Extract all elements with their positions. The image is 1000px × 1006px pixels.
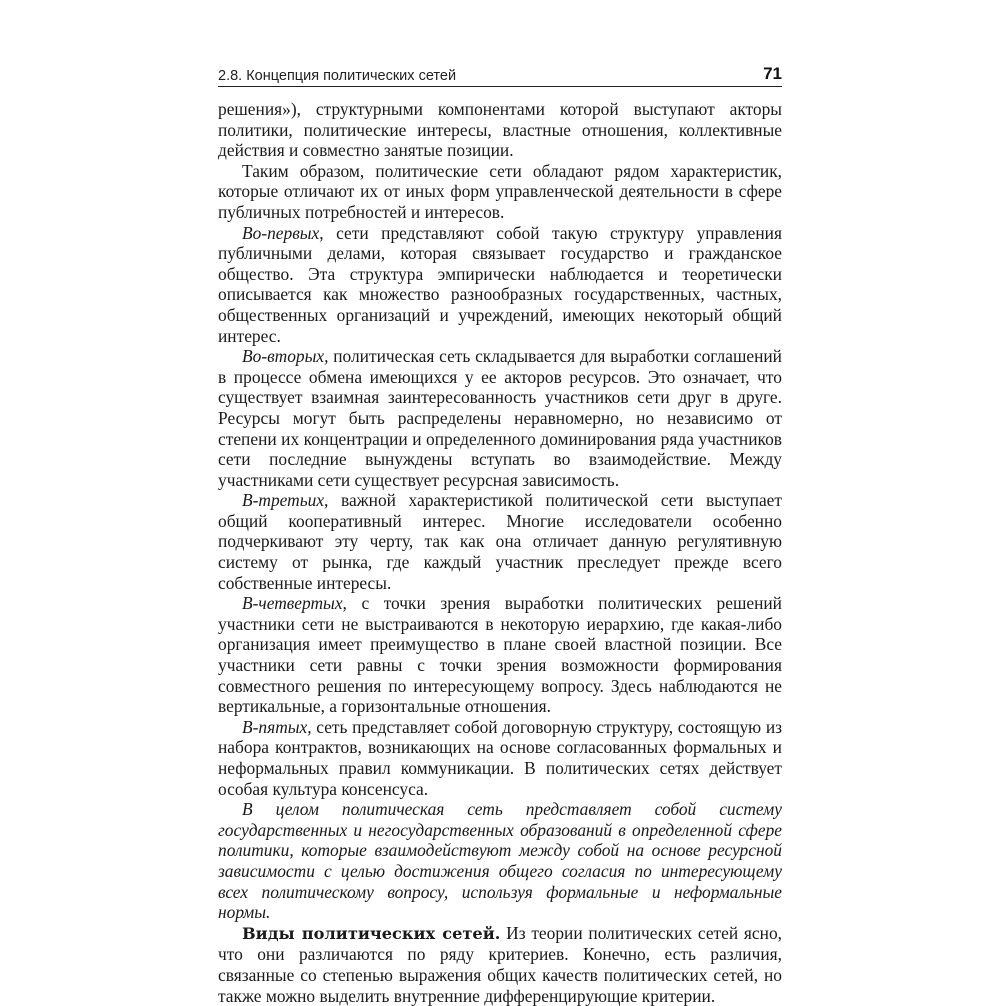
paragraph-definition xyxy=(218,799,782,923)
paragraph-lead: Виды политических сетей. xyxy=(242,923,501,943)
paragraph-network-types xyxy=(218,923,782,1006)
paragraph-summary xyxy=(218,161,782,223)
paragraph-lead: В-третьих, xyxy=(242,490,329,511)
running-header xyxy=(218,58,782,87)
page-body xyxy=(218,99,782,1006)
paragraph-text: Таким образом, политические сети обладают рядом характеристик, которые отличают их от иных форм управленческой деятельности в сфере публичных потребностей и интересов. xyxy=(218,160,782,222)
paragraph-text: решения»), структурными компонентами которой выступают акторы политики, политические интересы, властные отношения, коллективные действия и совместно занятые позиции. xyxy=(218,99,782,161)
paragraph-text: политическая сеть складывается для выработки соглашений в процессе обмена имеющихся у ее акторов ресурсов. Это означает, что существует взаимная заинтересованность участников сети друг в друге. Ресурсы могут быть распределены неравномерно, но независимо от степени их концентрации и определенного доминирования ряда участников сети последние вынуждены вступать во взаимодействие. Между участниками сети существует ресурсная зависимость. xyxy=(218,346,782,490)
paragraph-continued xyxy=(218,99,782,161)
paragraph-third xyxy=(218,490,782,593)
paragraph-text: сеть представляет собой договорную структуру, состоящую из набора контрактов, возникающих на основе согласованных формальных и неформальных правил коммуникации. В политических сетях действует особая культура консенсуса. xyxy=(218,716,782,799)
page-number: 71 xyxy=(763,64,782,83)
section-title: 2.8. Концепция политических сетей xyxy=(218,68,457,84)
book-page xyxy=(218,58,782,1006)
paragraph-lead: В-четвертых, xyxy=(242,593,347,614)
paragraph-fifth xyxy=(218,717,782,799)
paragraph-lead: Во-вторых, xyxy=(242,346,329,367)
paragraph-fourth xyxy=(218,593,782,717)
paragraph-text: важной характеристикой политической сети выступает общий кооперативный интерес. Многие исследователи особенно подчеркивают эту черту, так как она отличает данную регулятивную систему от рынка, где каждый участник преследует прежде всего собственные интересы. xyxy=(218,490,782,593)
paragraph-text: Из теории политических сетей ясно, что они различаются по ряду критериев. Конечно, есть различия, связанные со степенью выражения общих качеств политических сетей, но также можно выделить внутренние дифференцирующие критерии. xyxy=(218,922,782,1006)
paragraph-text: В целом политическая сеть представляет собой систему государственных и негосударственных образований в определенной сфере политики, которые взаимодействуют между собой на основе ресурсной зависимости с целью достижения общего согласия по интересующему всех политическому вопросу, используя формальные и неформальные нормы. xyxy=(218,799,782,923)
paragraph-second xyxy=(218,346,782,490)
paragraph-text: с точки зрения выработки политических решений участники сети не выстраиваются в некоторую иерархию, где какая-либо организация имеет преимущество в плане своей властной позиции. Все участники сети равны с точки зрения возможности формирования совместного решения по интересующему вопросу. Здесь наблюдаются не вертикальные, а горизонтальные отношения. xyxy=(218,593,782,717)
paragraph-lead: В-пятых, xyxy=(242,716,312,737)
paragraph-first xyxy=(218,223,782,347)
paragraph-lead: Во-первых xyxy=(242,222,320,243)
paragraph-text: , сети представляют собой такую структуру управления публичными делами, которая связывает государство и гражданское общество. Эта структура эмпирически наблюдается и теоретически описывается как множество разнообразных государственных, частных, общественных организаций и учреждений, имеющих некоторый общий интерес. xyxy=(218,222,782,346)
